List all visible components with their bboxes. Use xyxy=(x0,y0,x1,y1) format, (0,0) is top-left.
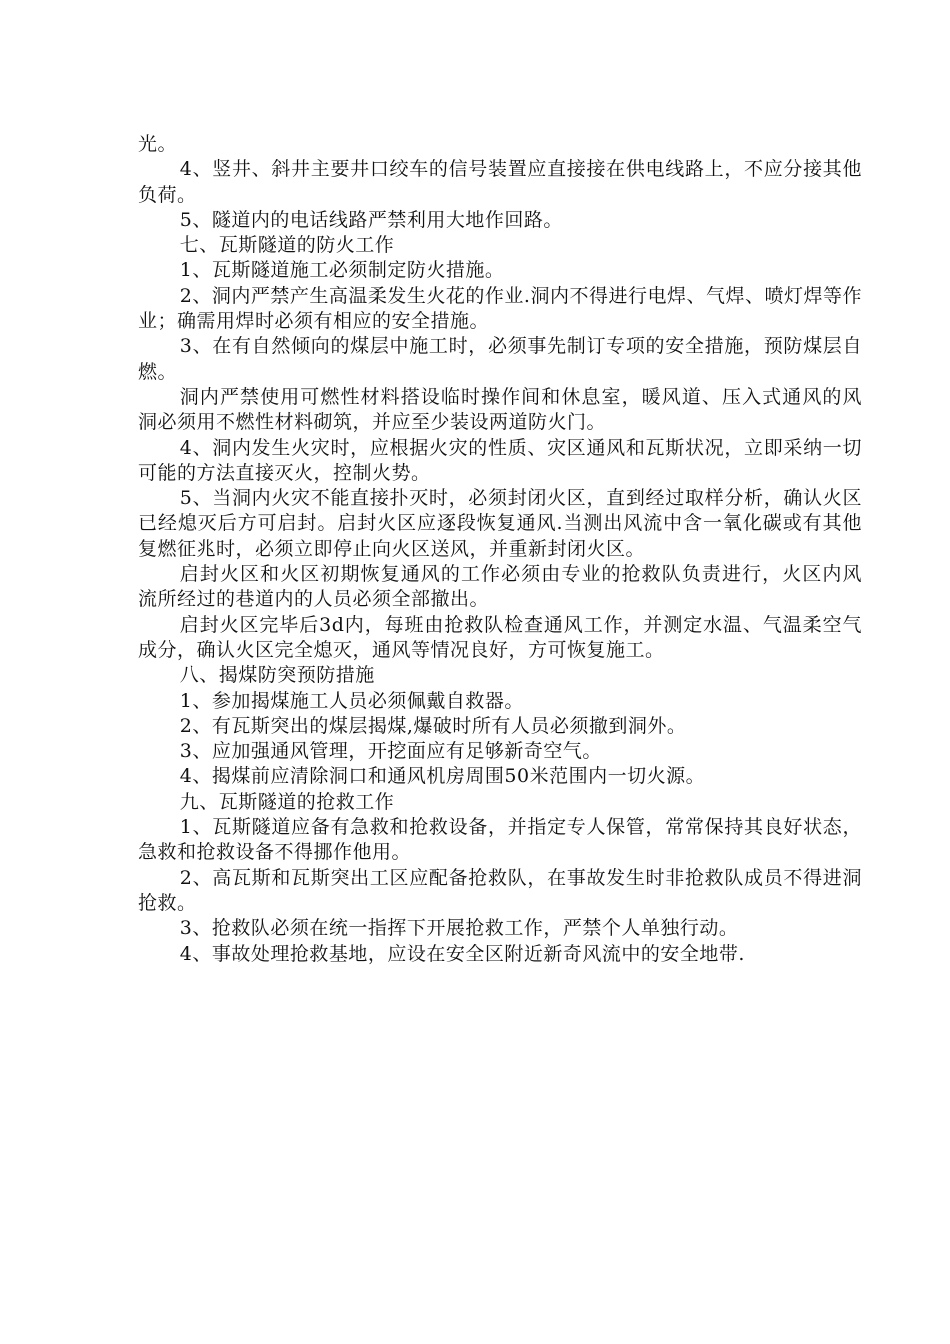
paragraph-coal-item-2: 2、有瓦斯突出的煤层揭煤,爆破时所有人员必须撤到洞外。 xyxy=(179,714,687,737)
paragraph-rescue-item-1: 1、瓦斯隧道应备有急救和抢救设备，并指定专人保管，常常保持其良好状态，急救和抢救设备不得挪作他用。 xyxy=(138,816,862,864)
paragraph-item-5-telephone: 5、隧道内的电话线路严禁利用大地作回路。 xyxy=(179,208,563,231)
paragraph-fire-item-3: 3、在有自然倾向的煤层中施工时，必须事先制订专项的安全措施，预防煤层自燃。 xyxy=(138,335,862,383)
paragraph-fire-item-4: 4、洞内发生火灾时，应根据火灾的性质、灾区通风和瓦斯状况，立即采纳一切可能的方法直接灭火，控制火势。 xyxy=(138,436,862,484)
section-heading-rescue: 九、瓦斯隧道的抢救工作 xyxy=(179,790,395,813)
paragraph-reopen-ventilation: 启封火区和火区初期恢复通风的工作必须由专业的抢救队负责进行，火区内风流所经过的巷道内的人员必须全部撤出。 xyxy=(138,563,862,611)
paragraph-rescue-item-3: 3、抢救队必须在统一指挥下开展抢救工作，严禁个人单独行动。 xyxy=(179,917,739,940)
section-heading-fire-prevention: 七、瓦斯隧道的防火工作 xyxy=(179,234,395,257)
paragraph-fire-item-1: 1、瓦斯隧道施工必须制定防火措施。 xyxy=(179,259,505,282)
document-body xyxy=(138,132,862,967)
paragraph-item-4-winch-signal: 4、竖井、斜井主要井口绞车的信号装置应直接接在供电线路上，不应分接其他负荷。 xyxy=(138,158,862,206)
paragraph-rescue-item-2: 2、高瓦斯和瓦斯突出工区应配备抢救队，在事故发生时非抢救队成员不得进洞抢救。 xyxy=(138,866,862,914)
paragraph-reopen-inspection: 启封火区完毕后3d内，每班由抢救队检查通风工作，并测定水温、气温柔空气成分，确认火区完全熄灭，通风等情况良好，方可恢复施工。 xyxy=(138,613,862,661)
paragraph-rescue-item-4: 4、事故处理抢救基地，应设在安全区附近新奇风流中的安全地带. xyxy=(179,942,745,965)
paragraph-continuation: 光。 xyxy=(138,133,178,155)
paragraph-coal-item-4: 4、揭煤前应清除洞口和通风机房周围50米范围内一切火源。 xyxy=(179,765,706,788)
paragraph-fire-materials: 洞内严禁使用可燃性材料搭设临时操作间和休息室，暖风道、压入式通风的风洞必须用不燃性材料砌筑，并应至少装设两道防火门。 xyxy=(138,385,862,434)
paragraph-fire-item-5: 5、当洞内火灾不能直接扑灭时，必须封闭火区，直到经过取样分析，确认火区已经熄灭后方可启封。启封火区应逐段恢复通风.当测出风流中含一氧化碳或有其他复燃征兆时，必须立即停止向火区送风，并重新封闭火区。 xyxy=(138,487,862,560)
section-heading-coal-outburst: 八、揭煤防突预防措施 xyxy=(179,664,375,687)
paragraph-fire-item-2: 2、洞内严禁产生高温柔发生火花的作业.洞内不得进行电焊、气焊、喷灯焊等作业；确需用焊时必须有相应的安全措施。 xyxy=(138,284,862,333)
paragraph-coal-item-3: 3、应加强通风管理，开挖面应有足够新奇空气。 xyxy=(179,740,602,763)
paragraph-coal-item-1: 1、参加揭煤施工人员必须佩戴自救器。 xyxy=(179,689,524,712)
